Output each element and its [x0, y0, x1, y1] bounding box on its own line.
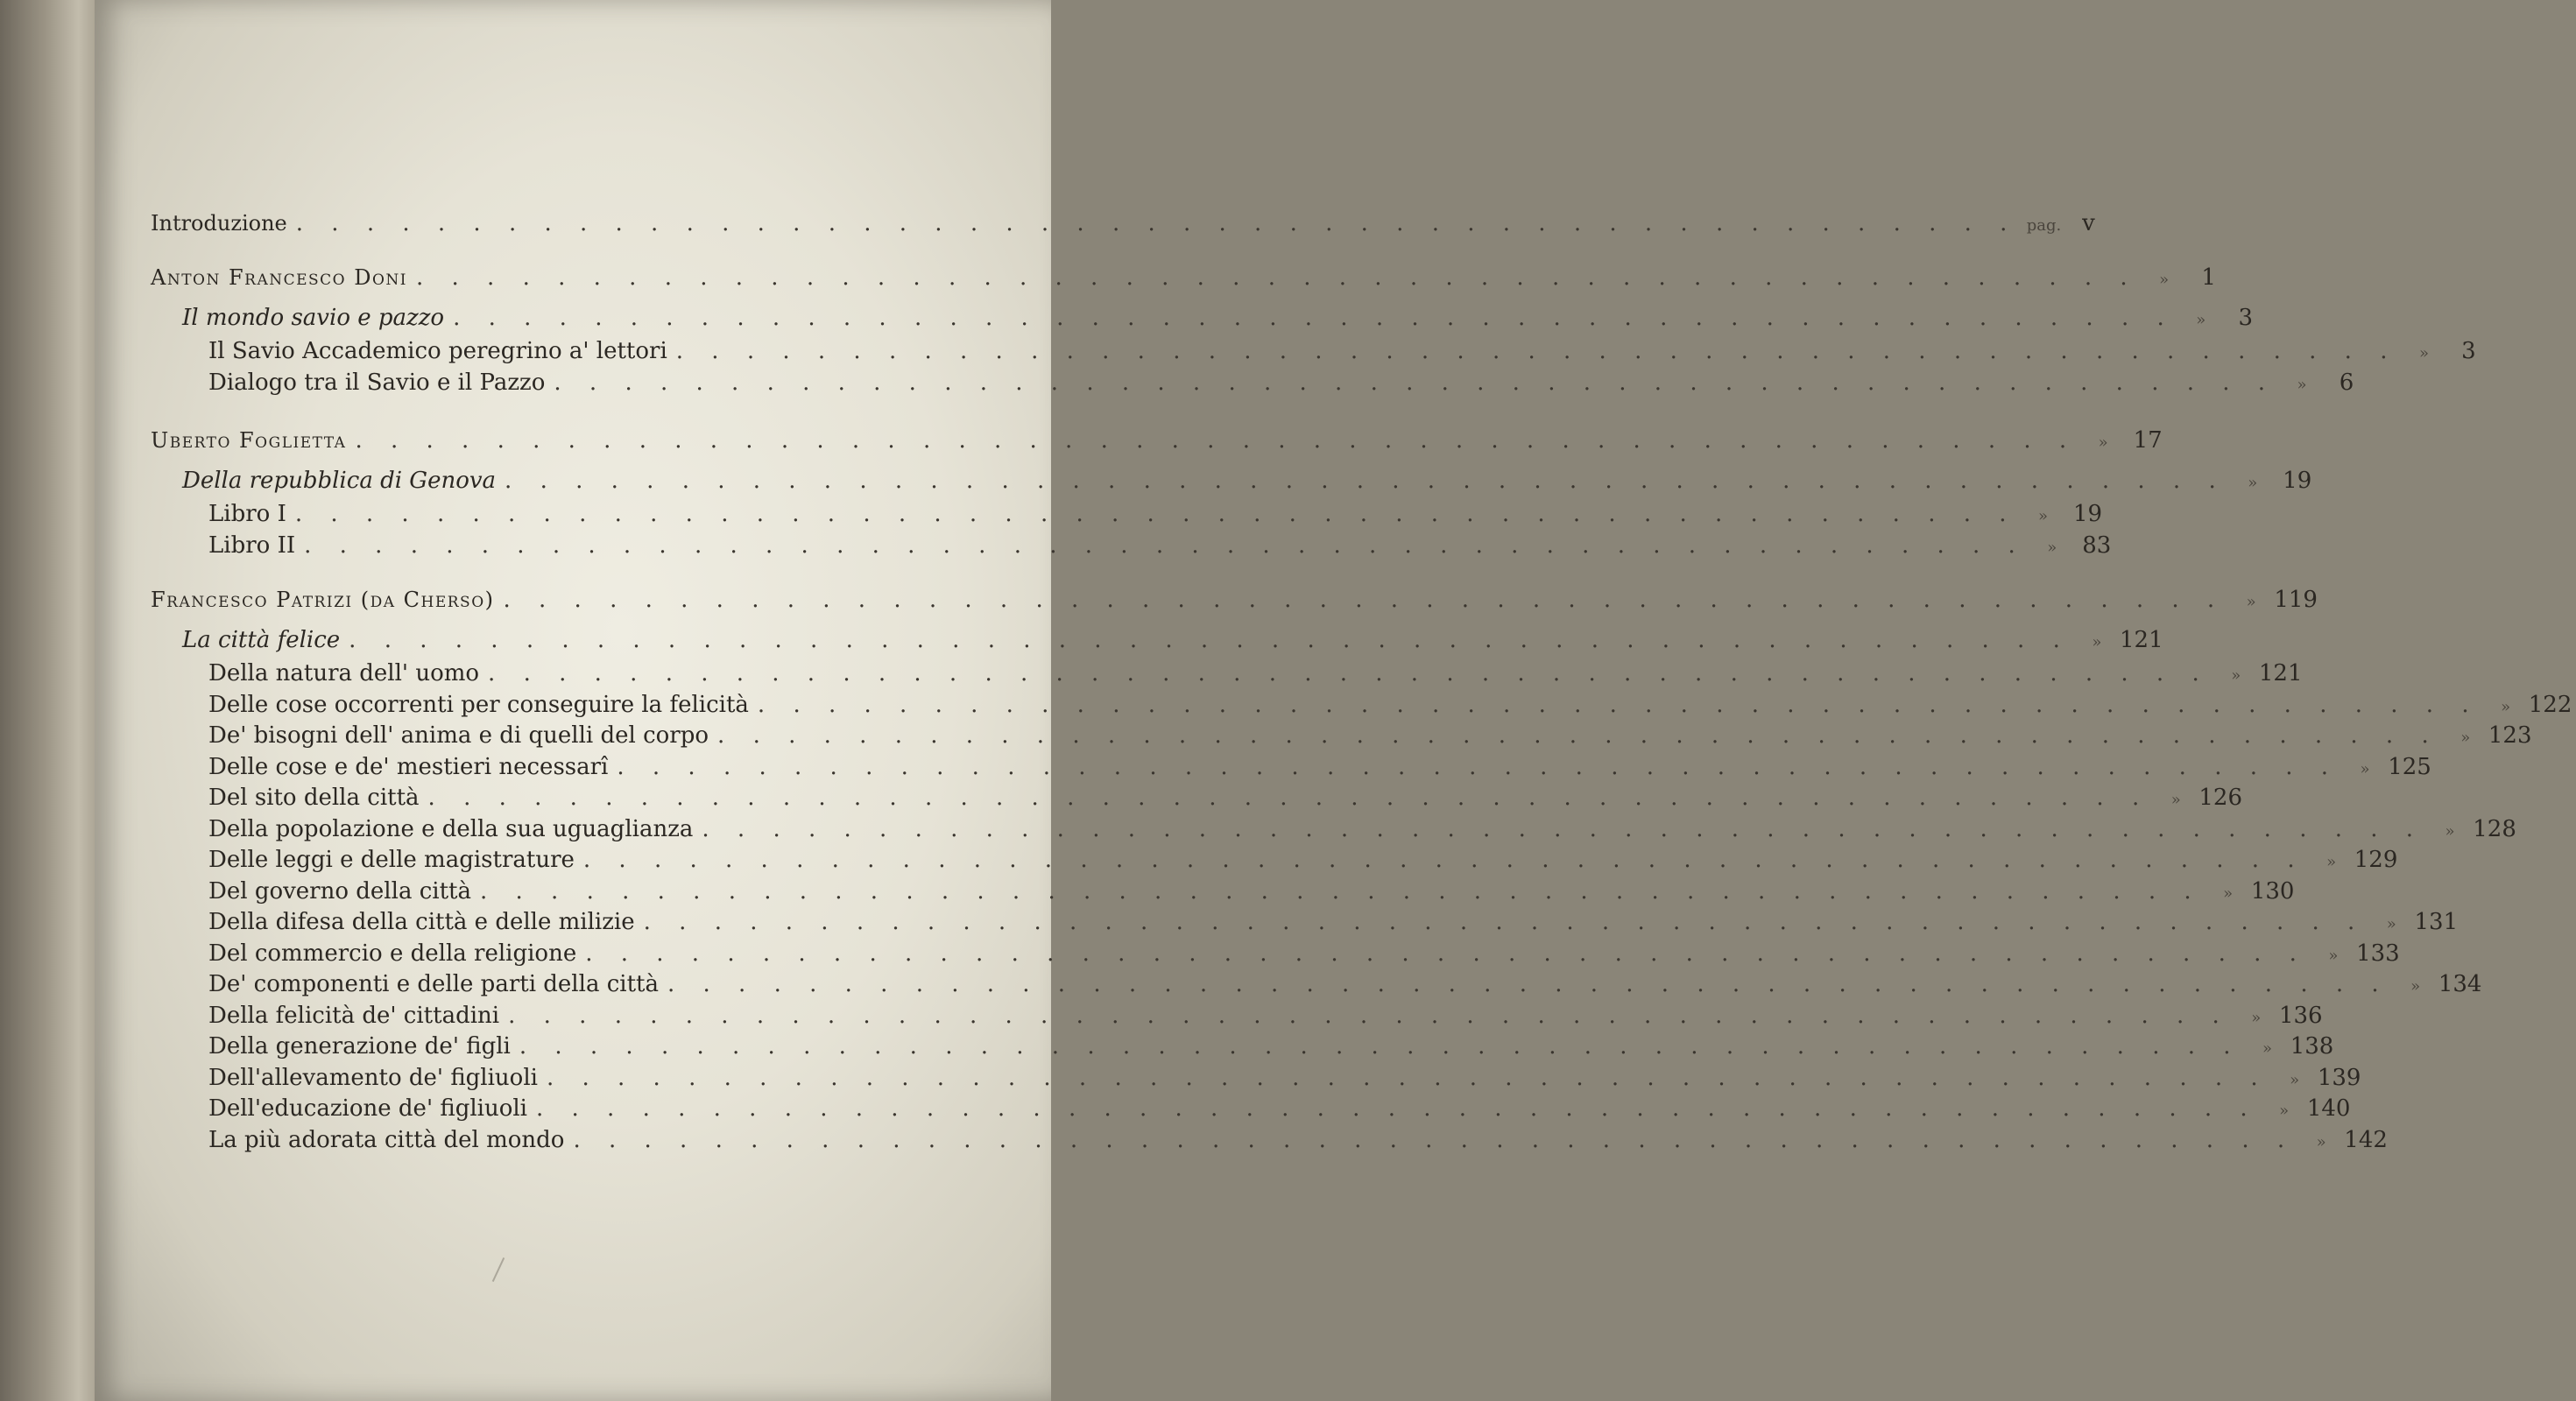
toc-entry-author: [151, 585, 2318, 617]
page-number: 17: [2133, 427, 2163, 454]
toc-entry-chapter: [208, 1063, 2361, 1095]
chapter-title: Il Savio Accademico peregrino a' lettori: [208, 338, 667, 364]
toc-entry-author: [151, 263, 2216, 295]
ditto-marker: »: [2410, 977, 2421, 996]
chapter-title: Della popolazione e della sua uguaglianza: [208, 816, 694, 842]
toc-entry-chapter: [208, 1125, 2388, 1158]
ditto-marker: »: [2418, 344, 2429, 363]
page-number: 134: [2438, 971, 2482, 997]
ditto-marker: »: [2262, 1039, 2273, 1058]
toc-entry-chapter: [208, 814, 2516, 847]
ditto-marker: »: [2386, 915, 2396, 933]
ditto-marker: »: [2047, 539, 2057, 557]
pag-label: pag.: [2026, 216, 2062, 235]
work-title: Della repubblica di Genova: [182, 468, 497, 494]
ditto-marker: »: [2223, 884, 2234, 903]
chapter-title: Della felicità de' cittadini: [208, 1003, 500, 1029]
dot-leader: . . . . . . . . . . . . . . . . . . . . . . . . . . . . . . . . . . . . . . . . . . . . . . . . .: [675, 338, 2398, 364]
dot-leader: . . . . . . . . . . . . . . . . . . . . . . . . . . . . . . . . . . . . . . . . . . . . . . . . .: [667, 971, 2389, 997]
page-number: 121: [2120, 627, 2163, 653]
dot-leader: . . . . . . . . . . . . . . . . . . . . . . . . . . . . . . . . . . . . . . . . . . . . . . . . .: [585, 940, 2307, 967]
dot-leader: . . . . . . . . . . . . . . . . . . . . . . . . . . . . . . . . . . . . . . . . . . . . . . . . .: [519, 1033, 2241, 1060]
author-name: Uberto Foglietta: [151, 428, 347, 453]
dot-leader: . . . . . . . . . . . . . . . . . . . . . . . . . . . . . . . . . . . . . . . . . . . . . . . . .: [349, 627, 2071, 653]
chapter-title: Del governo della città: [208, 878, 471, 905]
dot-leader: . . . . . . . . . . . . . . . . . . . . . . . . . . . . . . . . . . . . . . . . . . . . . . . . .: [508, 1003, 2230, 1029]
toc-entry-chapter: [208, 336, 2476, 369]
ditto-marker: »: [2326, 853, 2337, 871]
page-number: 1: [2201, 264, 2216, 291]
ditto-marker: »: [2170, 791, 2181, 809]
page-number: 138: [2290, 1033, 2334, 1060]
dot-leader: . . . . . . . . . . . . . . . . . . . . . . . . . . . . . . . . . . . . . . . . . . . . . . . . .: [536, 1095, 2258, 1122]
dot-leader: . . . . . . . . . . . . . . . . . . . . . . . . . . . . . . . . . . . . . . . . . . . . . . . . .: [479, 878, 2202, 905]
chapter-title: De' bisogni dell' anima e di quelli del corpo: [208, 722, 709, 749]
dot-leader: . . . . . . . . . . . . . . . . . . . . . . . . . . . . . . . . . . . . . . . . . . . . . . . . .: [573, 1127, 2296, 1153]
ditto-marker: »: [2196, 311, 2206, 329]
dot-leader: . . . . . . . . . . . . . . . . . . . . . . . . . . . . . . . . . . . . . . . . . . . . . . . . .: [294, 501, 2017, 527]
ditto-marker: »: [2328, 947, 2339, 965]
ditto-marker: »: [2501, 698, 2511, 716]
table-of-contents: [95, 0, 2572, 1401]
dot-leader: . . . . . . . . . . . . . . . . . . . . . . . . . . . . . . . . . . . . . . . . . . . . . . . . .: [416, 264, 2138, 291]
page-number: 122: [2528, 692, 2572, 718]
page-number: 129: [2354, 847, 2398, 873]
toc-entry-author: [151, 426, 2163, 458]
toc-entry-chapter: [208, 939, 2400, 971]
chapter-title: Delle leggi e delle magistrature: [208, 847, 575, 873]
book-spine-gutter: [0, 0, 98, 1401]
page-number: v: [2082, 210, 2095, 236]
chapter-title: Delle cose e de' mestieri necessarî: [208, 754, 609, 780]
toc-entry-chapter: [208, 658, 2303, 691]
toc-entry-chapter: [208, 877, 2295, 909]
ditto-marker: »: [2290, 1071, 2300, 1089]
author-name: Francesco Patrizi (da Cherso): [151, 588, 495, 612]
ditto-marker: »: [2159, 271, 2170, 289]
dot-leader: . . . . . . . . . . . . . . . . . . . . . . . . . . . . . . . . . . . . . . . . . . . . . . . . .: [304, 532, 2026, 559]
chapter-title: Delle cose occorrenti per conseguire la felicità: [208, 692, 749, 718]
ditto-marker: »: [2098, 433, 2108, 452]
chapter-title: La più adorata città del mondo: [208, 1127, 565, 1153]
chapter-title: Del commercio e della religione: [208, 940, 577, 967]
ditto-marker: »: [2092, 633, 2102, 651]
toc-entry-work: [182, 625, 2163, 658]
page-number: 140: [2306, 1095, 2351, 1122]
chapter-title: Della difesa della città e delle milizie: [208, 909, 635, 935]
book-page: [95, 0, 2572, 1401]
chapter-title: Dialogo tra il Savio e il Pazzo: [208, 370, 546, 396]
toc-entry-chapter: [208, 721, 2532, 753]
dot-leader: . . . . . . . . . . . . . . . . . . . . . . . . . . . . . . . . . . . . . . . . . . . . . . . . .: [582, 847, 2305, 873]
toc-entry-chapter: [208, 499, 2103, 532]
dot-leader: . . . . . . . . . . . . . . . . . . . . . . . . . . . . . . . . . . . . . . . . . . . . . . . . .: [505, 468, 2227, 494]
ditto-marker: »: [2316, 1133, 2326, 1151]
page-number: 19: [2283, 468, 2312, 494]
dot-leader: . . . . . . . . . . . . . . . . . . . . . . . . . . . . . . . . . . . . . . . . . . . . . . . . .: [453, 305, 2175, 331]
toc-entry-chapter: [208, 783, 2243, 815]
ditto-marker: »: [2445, 822, 2455, 841]
chapter-title: Libro I: [208, 501, 286, 527]
ditto-marker: »: [2279, 1102, 2290, 1120]
toc-entry-chapter: [208, 845, 2398, 877]
page-number: 125: [2388, 754, 2431, 780]
ditto-marker: »: [2248, 474, 2258, 492]
page-number: 136: [2278, 1003, 2323, 1029]
toc-entry-chapter: [208, 752, 2431, 785]
ditto-marker: »: [2231, 666, 2241, 685]
toc-entry-work: [182, 466, 2312, 498]
chapter-title: Della generazione de' figli: [208, 1033, 511, 1060]
page-number: 131: [2414, 909, 2459, 935]
chapter-title: Libro II: [208, 532, 296, 559]
toc-entry-chapter: [208, 690, 2572, 722]
chapter-title: Dell'allevamento de' figliuoli: [208, 1065, 538, 1091]
toc-entry-chapter: [208, 1094, 2351, 1126]
page-number: 128: [2473, 816, 2516, 842]
author-name: Anton Francesco Doni: [151, 265, 407, 290]
ditto-marker: »: [2246, 593, 2256, 611]
chapter-title: Del sito della città: [208, 785, 420, 811]
dot-leader: . . . . . . . . . . . . . . . . . . . . . . . . . . . . . . . . . . . . . . . . . . . . . . . . .: [702, 816, 2424, 842]
dot-leader: . . . . . . . . . . . . . . . . . . . . . . . . . . . . . . . . . . . . . . . . . . . . . . . . .: [546, 1065, 2269, 1091]
dot-leader: . . . . . . . . . . . . . . . . . . . . . . . . . . . . . . . . . . . . . . . . . . . . . . . . .: [617, 754, 2340, 780]
work-title: La città felice: [182, 627, 341, 653]
page-number: 123: [2488, 722, 2532, 749]
page-number: 83: [2082, 532, 2112, 559]
dot-leader: . . . . . . . . . . . . . . . . . . . . . . . . . . . . . . . . . . . . . . . . . . . . . . . . .: [488, 660, 2210, 686]
work-title: Il mondo savio e pazzo: [182, 305, 445, 331]
page-number: 19: [2072, 501, 2103, 527]
chapter-title: Della natura dell' uomo: [208, 660, 480, 686]
ditto-marker: »: [2297, 376, 2307, 394]
dot-leader: . . . . . . . . . . . . . . . . . . . . . . . . . . . . . . . . . . . . . . . . . . . . . . . . .: [355, 427, 2078, 454]
ditto-marker: »: [2251, 1009, 2262, 1027]
page-number: 6: [2339, 370, 2354, 396]
page-number: 130: [2250, 878, 2295, 905]
chapter-title: Dell'educazione de' figliuoli: [208, 1095, 527, 1122]
intro-title: Introduzione: [151, 211, 287, 236]
dot-leader: . . . . . . . . . . . . . . . . . . . . . . . . . . . . . . . . . . . . . . . . . . . . . . . . .: [554, 370, 2276, 396]
ditto-marker: »: [2460, 729, 2471, 747]
chapter-title: De' componenti e delle parti della città: [208, 971, 659, 997]
toc-entry-chapter: [208, 1031, 2334, 1064]
page-number: 126: [2198, 785, 2243, 811]
page-number: 3: [2238, 305, 2254, 331]
dot-leader: . . . . . . . . . . . . . . . . . . . . . . . . . . . . . . . . . . . . . . . . . . . . . . . . .: [503, 587, 2226, 613]
ditto-marker: »: [2038, 507, 2049, 525]
dot-leader: . . . . . . . . . . . . . . . . . . . . . . . . . . . . . . . . . . . . . . . . . . . . . . . . .: [427, 785, 2150, 811]
page-number: 139: [2317, 1065, 2361, 1091]
dot-leader: . . . . . . . . . . . . . . . . . . . . . . . . . . . . . . . . . . . . . . . . . . . . . . . . .: [757, 692, 2480, 718]
toc-entry-chapter: [208, 368, 2354, 400]
toc-entry-work: [182, 303, 2254, 335]
dot-leader: . . . . . . . . . . . . . . . . . . . . . . . . . . . . . . . . . . . . . . . . . . . . . . . . .: [295, 210, 2018, 236]
page-number: 119: [2274, 587, 2318, 613]
dot-leader: . . . . . . . . . . . . . . . . . . . . . . . . . . . . . . . . . . . . . . . . . . . . . . . . .: [643, 909, 2366, 935]
toc-entry-intro: [151, 208, 2095, 241]
page-number: 142: [2344, 1127, 2388, 1153]
page-number: 133: [2356, 940, 2400, 967]
toc-entry-chapter: [208, 531, 2112, 563]
dot-leader: . . . . . . . . . . . . . . . . . . . . . . . . . . . . . . . . . . . . . . . . . . . . . . . . .: [717, 722, 2439, 749]
toc-entry-chapter: [208, 907, 2459, 940]
toc-entry-chapter: [208, 969, 2482, 1002]
toc-entry-chapter: [208, 1001, 2323, 1033]
page-number: 3: [2461, 338, 2476, 364]
ditto-marker: »: [2360, 760, 2370, 778]
page-number: 121: [2258, 660, 2303, 686]
